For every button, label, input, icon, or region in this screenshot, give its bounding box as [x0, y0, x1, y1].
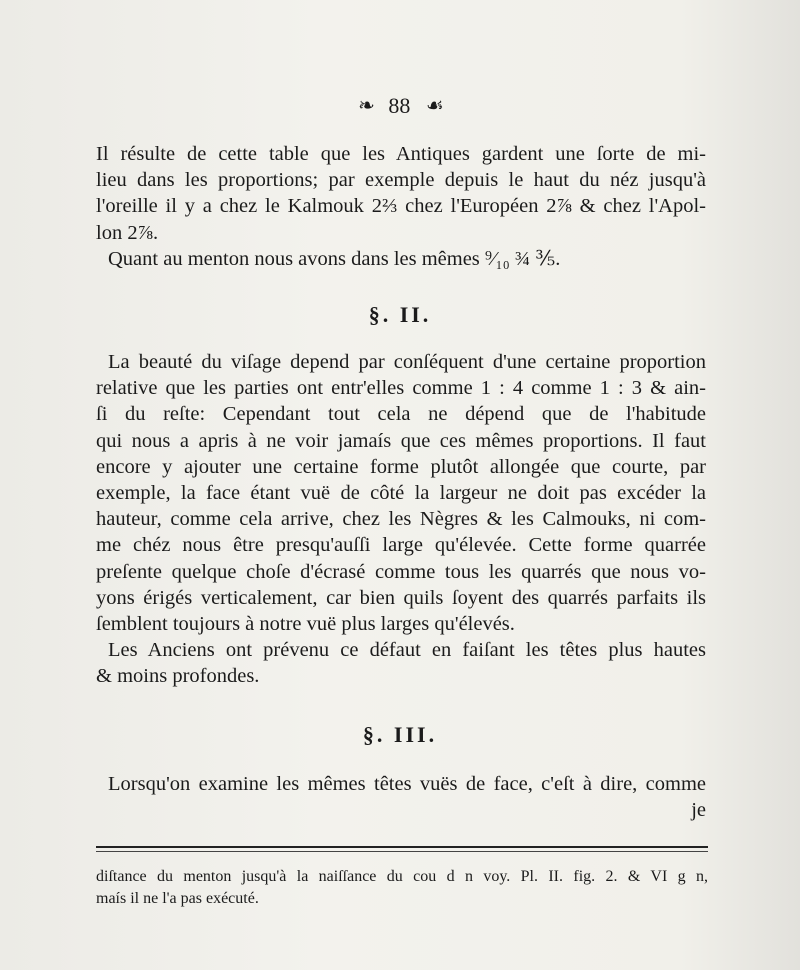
left-ornament-icon: ❧	[358, 94, 373, 117]
section-heading-3: §. III.	[362, 722, 438, 747]
text-line: La beauté du viſage depend par conſéquent d'une certaine proportion	[108, 351, 706, 373]
intro-paragraph	[96, 141, 706, 272]
text-line: relative que les parties ont entr'elles comme 1 : 4 comme 1 : 3 & ain-	[96, 377, 706, 400]
footnote-line: diſtance du menton jusqu'à la naiſſance du cou d n voy. Pl. II. fig. 2. & VI g n,	[96, 868, 708, 885]
text-line: lon 2⅞.	[96, 221, 159, 244]
text-line: Lorsqu'on examine les mêmes têtes vuës de face, c'eſt à dire, comme	[108, 773, 706, 795]
text-line: hauteur, comme cela arrive, chez les Nègres & les Calmouks, ni com-	[96, 508, 706, 531]
text-line: Il résulte de cette table que les Antiques gardent une ſorte de mi-	[96, 143, 706, 165]
text-line: encore y ajouter une certaine forme plutôt allongée que courte, par	[96, 455, 706, 478]
text-line: preſente quelque choſe d'écrasé comme tous les quarrés que nous vo-	[96, 560, 706, 583]
page-header	[0, 92, 800, 118]
text-line: exemple, la face étant vuë de côté la largeur ne doit pas excéder la	[96, 481, 706, 504]
text-line: l'oreille il y a chez le Kalmouk 2⅔ chez l'Européen 2⅞ & chez l'Apol-	[96, 195, 706, 218]
section-2-body	[96, 349, 706, 689]
footnote-line: maís il ne l'a pas exécuté.	[96, 890, 259, 907]
page-number: 88	[388, 92, 411, 118]
text-line: lieu dans les proportions; par exemple depuis le haut du néz jusqu'à	[96, 169, 706, 192]
text-line: me chéz nous être presqu'auſſi large qu'élevée. Cette forme quarrée	[96, 534, 706, 557]
text-line: & moins profondes.	[96, 665, 260, 688]
footnote	[96, 866, 708, 910]
footnote-rule-thin	[96, 851, 708, 852]
footnote-rule	[96, 846, 708, 848]
text-line: qui nous a apris à ne voir jamaís que ces mêmes proportions. Il faut	[96, 429, 706, 452]
text-line: Les Anciens ont prévenu ce défaut en faiſant les têtes plus hautes	[108, 639, 706, 662]
text-line: ſi du reſte: Cependant tout cela ne dépend que de l'habitude	[96, 403, 706, 426]
text-line: Quant au menton nous avons dans les mêmes ⁹⁄₁₀ ¾ ⅗.	[108, 247, 561, 270]
text-line: yons érigés verticalement, car bien quils ſoyent des quarrés parfaits ils	[96, 586, 706, 609]
section-3-body	[96, 771, 706, 823]
text-line: ſemblent toujours à notre vuë plus larges qu'élevés.	[96, 612, 515, 635]
right-ornament-icon: ☙	[425, 94, 442, 117]
section-heading-2: §. II.	[368, 302, 432, 327]
catchword: je	[691, 799, 706, 822]
